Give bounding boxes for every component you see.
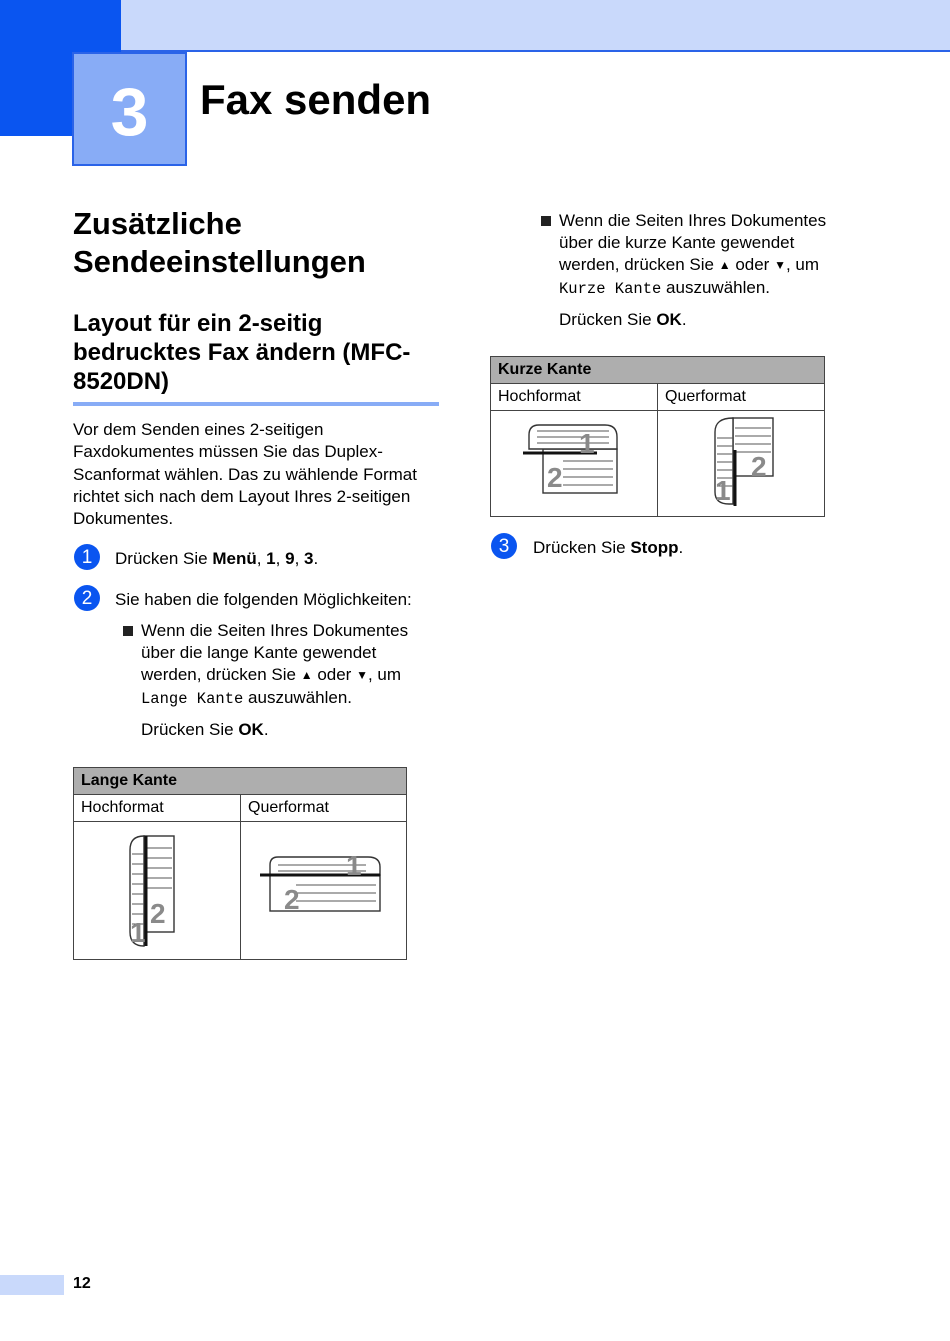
page-number: 12	[73, 1275, 91, 1292]
short-edge-portrait-illustration	[491, 411, 658, 517]
page-1-label: 1	[579, 428, 595, 459]
long-edge-landscape-illustration	[241, 822, 407, 960]
section-title: Zusätzliche Sendeeinstellungen	[73, 206, 366, 279]
subsection-title: Layout für ein 2-seitig bedrucktes Fax ändern (MFC-8520DN)	[73, 310, 411, 395]
page-2-label: 2	[547, 462, 563, 493]
step-1-text: Drücken Sie Menü, 1, 9, 3.	[115, 549, 319, 568]
chapter-title: Fax senden	[200, 76, 432, 123]
up-arrow-icon: ▲	[300, 668, 313, 682]
table-long-edge	[73, 767, 407, 960]
page-1-label: 1	[130, 917, 146, 948]
step-3-text: Drücken Sie Stopp.	[533, 538, 684, 557]
page-2-label: 2	[284, 884, 300, 915]
long-edge-portrait-illustration	[74, 822, 241, 960]
step-1-marker: 1	[74, 544, 100, 570]
short-edge-option: Wenn die Seiten Ihres Dokumentes über die kurze Kante gewendet werden, drücken Sie ▲ oder ▼, um Kurze Kante auszuwählen. Drücken Sie OK.	[559, 211, 827, 329]
long-edge-option: Wenn die Seiten Ihres Dokumentes über die lange Kante gewendet werden, drücken Sie ▲ oder ▼, um Lange Kante auszuwählen. Drücken Sie OK.	[141, 621, 409, 739]
table-short-edge	[490, 356, 825, 517]
bullet-long-edge	[123, 626, 133, 636]
table-long-edge-col-portrait: Hochformat	[74, 795, 241, 822]
bullet-short-edge	[541, 216, 551, 226]
step-2-text: Sie haben die folgenden Möglichkeiten:	[115, 590, 412, 609]
table-long-edge-title: Lange Kante	[74, 768, 407, 795]
up-arrow-icon: ▲	[718, 258, 731, 272]
down-arrow-icon: ▼	[774, 258, 786, 272]
subsection-rule	[73, 402, 439, 406]
table-short-edge-col-landscape: Querformat	[658, 384, 825, 411]
page-2-label: 2	[150, 898, 166, 929]
header-band	[0, 0, 950, 52]
step-2-marker: 2	[74, 585, 100, 611]
table-short-edge-col-portrait: Hochformat	[491, 384, 658, 411]
page-2-label: 2	[751, 450, 767, 482]
table-short-edge-title: Kurze Kante	[491, 357, 825, 384]
header-rule	[120, 50, 950, 52]
page-1-label: 1	[715, 474, 731, 506]
footer-band	[0, 1275, 64, 1295]
step-3-marker: 3	[491, 533, 517, 559]
table-long-edge-col-landscape: Querformat	[241, 795, 407, 822]
short-edge-landscape-illustration	[658, 411, 825, 517]
page-1-label: 1	[346, 853, 362, 881]
intro-paragraph: Vor dem Senden eines 2-seitigen Faxdokumentes müssen Sie das Duplex-Scanformat wählen. Das zu wählende Format richtet sich nach dem Layout Ihres 2-seitigen Dokumentes.	[73, 420, 417, 529]
down-arrow-icon: ▼	[356, 668, 368, 682]
chapter-number: 3	[72, 52, 187, 166]
